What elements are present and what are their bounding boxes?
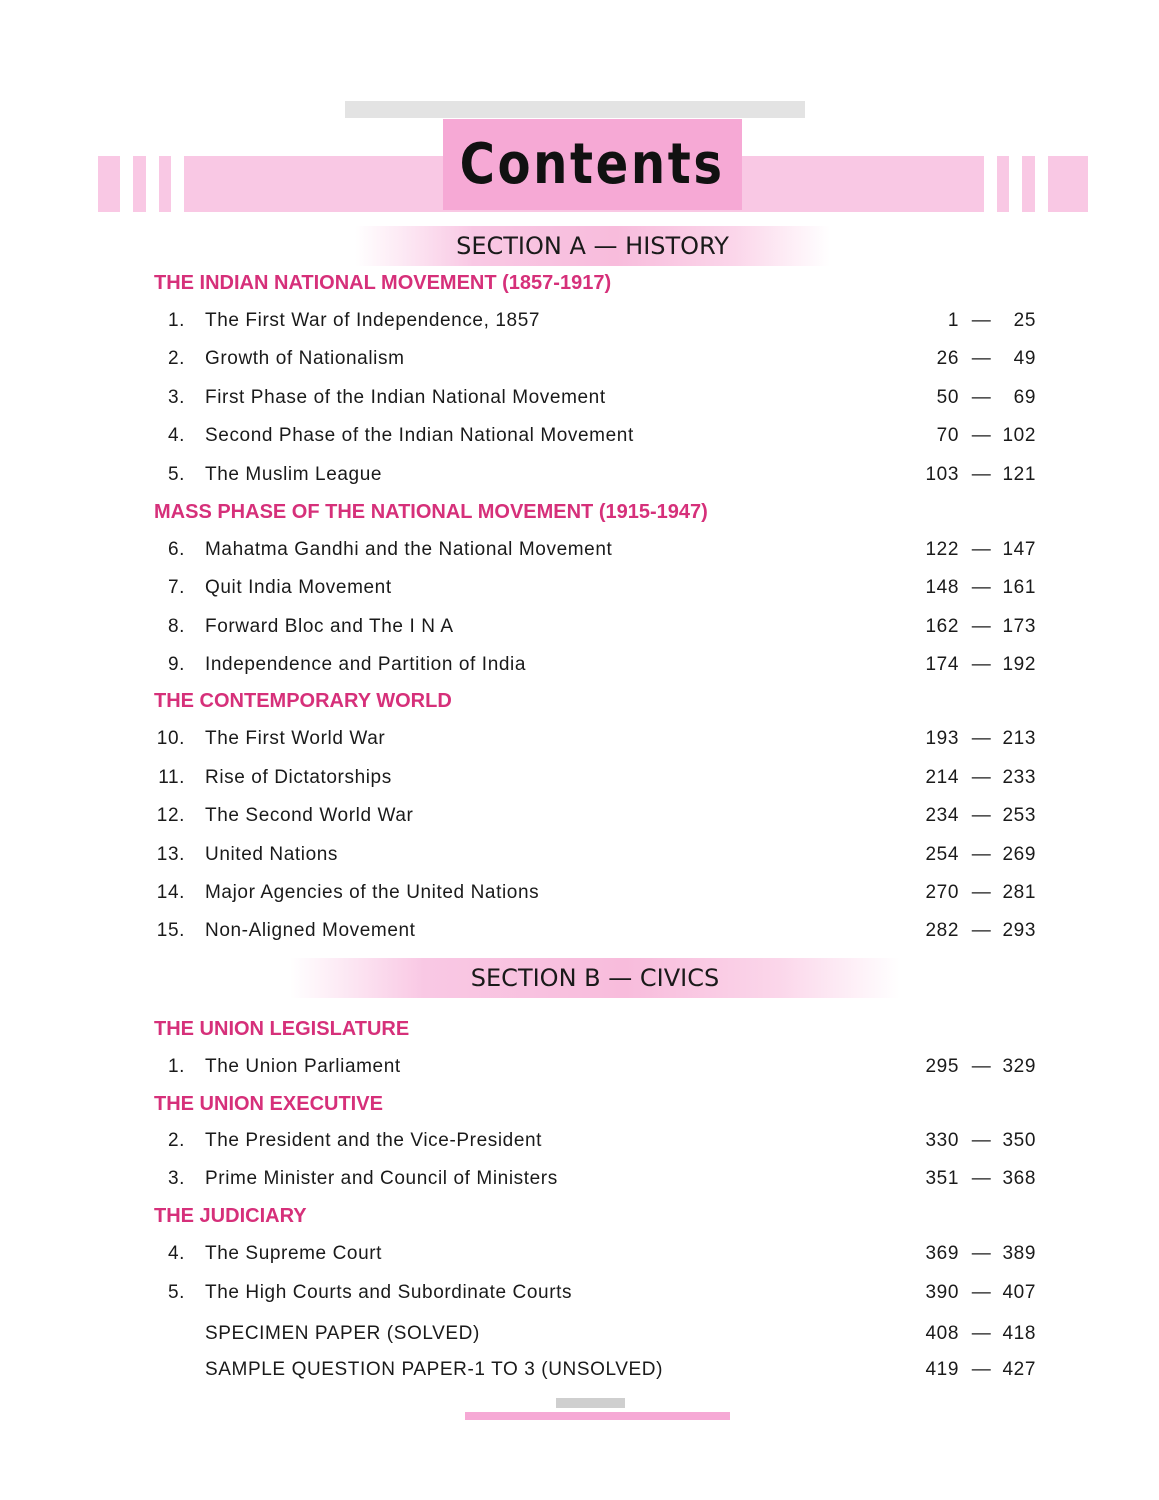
- chapter-title: The High Courts and Subordinate Courts: [205, 1282, 573, 1303]
- banner-stripe: [171, 156, 184, 212]
- page-to: 49: [1013, 348, 1036, 369]
- chapter-title: Quit India Movement: [205, 577, 392, 598]
- chapter-number: 1.: [167, 310, 185, 331]
- chapter-number: 9.: [167, 654, 185, 675]
- chapter-title: Mahatma Gandhi and the National Movement: [205, 539, 613, 560]
- toc-row[interactable]: [0, 1056, 1159, 1080]
- chapter-title: Non-Aligned Movement: [205, 920, 416, 941]
- page-from: 122: [925, 539, 959, 560]
- page-from: 234: [925, 805, 959, 826]
- page-title-box: [443, 119, 742, 210]
- part-title: THE JUDICIARY: [154, 1205, 307, 1227]
- page-separator: —: [971, 1130, 992, 1151]
- page-separator: —: [971, 844, 992, 865]
- page-separator: —: [971, 310, 992, 331]
- chapter-number: 6.: [167, 539, 185, 560]
- banner-stripe: [146, 156, 159, 212]
- chapter-number: 1.: [167, 1056, 185, 1077]
- page-to: 253: [1002, 805, 1036, 826]
- chapter-number: 8.: [167, 616, 185, 637]
- page-separator: —: [971, 1168, 992, 1189]
- chapter-number: 3.: [167, 387, 185, 408]
- banner-stripe: [120, 156, 133, 212]
- page-to: 147: [1002, 539, 1036, 560]
- page-separator: —: [971, 464, 992, 485]
- toc-row[interactable]: [0, 425, 1159, 449]
- chapter-number: 10.: [156, 728, 185, 749]
- chapter-title: Second Phase of the Indian National Movement: [205, 425, 634, 446]
- chapter-title: The Union Parliament: [205, 1056, 401, 1077]
- page-to: 161: [1002, 577, 1036, 598]
- page-to: 102: [1002, 425, 1036, 446]
- page-from: 390: [925, 1282, 959, 1303]
- toc-row[interactable]: [0, 920, 1159, 944]
- chapter-title: Prime Minister and Council of Ministers: [205, 1168, 558, 1189]
- chapter-title: Rise of Dictatorships: [205, 767, 392, 788]
- page-from: 295: [925, 1056, 959, 1077]
- page-from: 282: [925, 920, 959, 941]
- page-from: 330: [925, 1130, 959, 1151]
- chapter-number: 11.: [158, 767, 185, 788]
- page-from: 408: [925, 1323, 959, 1344]
- toc-row[interactable]: [0, 654, 1159, 678]
- toc-row[interactable]: [0, 1130, 1159, 1154]
- toc-row[interactable]: [0, 728, 1159, 752]
- page-from: 214: [925, 767, 959, 788]
- chapter-number: 14.: [156, 882, 185, 903]
- page-from: 369: [925, 1243, 959, 1264]
- toc-row[interactable]: [0, 310, 1159, 334]
- toc-row[interactable]: [0, 387, 1159, 411]
- page-from: 193: [925, 728, 959, 749]
- chapter-title: The First World War: [205, 728, 386, 749]
- page-separator: —: [971, 920, 992, 941]
- chapter-number: 4.: [167, 1243, 185, 1264]
- page-to: 407: [1002, 1282, 1036, 1303]
- page-separator: —: [971, 387, 992, 408]
- part-title: THE UNION LEGISLATURE: [154, 1018, 410, 1040]
- chapter-number: 3.: [167, 1168, 185, 1189]
- page-separator: —: [971, 616, 992, 637]
- page-title: Contents: [459, 132, 726, 197]
- chapter-number: 2.: [167, 348, 185, 369]
- part-title: MASS PHASE OF THE NATIONAL MOVEMENT (1915-1947): [154, 501, 708, 523]
- page-to: 173: [1002, 616, 1036, 637]
- chapter-title: United Nations: [205, 844, 339, 865]
- page-separator: —: [971, 539, 992, 560]
- chapter-title: The Muslim League: [205, 464, 383, 485]
- page-to: 281: [1002, 882, 1036, 903]
- toc-row[interactable]: [0, 767, 1159, 791]
- chapter-title: The Supreme Court: [205, 1243, 383, 1264]
- page-separator: —: [971, 1243, 992, 1264]
- page-to: 389: [1002, 1243, 1036, 1264]
- chapter-number: 2.: [167, 1130, 185, 1151]
- extra-title: SAMPLE QUESTION PAPER-1 TO 3 (UNSOLVED): [205, 1359, 664, 1380]
- page-to: 368: [1002, 1168, 1036, 1189]
- chapter-number: 7.: [167, 577, 185, 598]
- section-a-heading: SECTION A — HISTORY: [355, 226, 830, 266]
- part-title: THE UNION EXECUTIVE: [154, 1093, 383, 1115]
- banner-stripe: [1009, 156, 1022, 212]
- toc-row[interactable]: [0, 882, 1159, 906]
- banner-stripe: [984, 156, 997, 212]
- extra-title: SPECIMEN PAPER (SOLVED): [205, 1323, 480, 1344]
- toc-row[interactable]: [0, 539, 1159, 563]
- page-from: 148: [925, 577, 959, 598]
- page-to: 269: [1002, 844, 1036, 865]
- banner-stripe: [1035, 156, 1048, 212]
- toc-row[interactable]: [0, 464, 1159, 488]
- page-separator: —: [971, 577, 992, 598]
- chapter-title: Independence and Partition of India: [205, 654, 527, 675]
- page-to: 427: [1002, 1359, 1036, 1380]
- bottom-pink-bar: [465, 1412, 730, 1420]
- chapter-title: The First War of Independence, 1857: [205, 310, 541, 331]
- toc-row-extra[interactable]: [0, 1323, 1159, 1347]
- part-title: THE CONTEMPORARY WORLD: [154, 690, 452, 712]
- chapter-number: 12.: [156, 805, 185, 826]
- page-to: 329: [1002, 1056, 1036, 1077]
- chapter-title: First Phase of the Indian National Movement: [205, 387, 606, 408]
- chapter-title: The President and the Vice-President: [205, 1130, 543, 1151]
- page-to: 192: [1002, 654, 1036, 675]
- page-separator: —: [971, 348, 992, 369]
- page-separator: —: [971, 882, 992, 903]
- toc-row[interactable]: [0, 844, 1159, 868]
- page-separator: —: [971, 1282, 992, 1303]
- page-to: 350: [1002, 1130, 1036, 1151]
- toc-row[interactable]: [0, 1282, 1159, 1306]
- page-to: 121: [1002, 464, 1036, 485]
- section-b-heading: SECTION B — CIVICS: [290, 958, 900, 998]
- toc-row[interactable]: [0, 1243, 1159, 1267]
- page-separator: —: [971, 767, 992, 788]
- page-separator: —: [971, 425, 992, 446]
- page-to: 233: [1002, 767, 1036, 788]
- chapter-title: Forward Bloc and The I N A: [205, 616, 454, 637]
- page-from: 254: [925, 844, 959, 865]
- chapter-number: 13.: [156, 844, 185, 865]
- toc-row[interactable]: [0, 577, 1159, 601]
- page-separator: —: [971, 654, 992, 675]
- page-from: 1: [947, 310, 959, 331]
- page-separator: —: [971, 728, 992, 749]
- page-to: 25: [1013, 310, 1036, 331]
- chapter-title: The Second World War: [205, 805, 414, 826]
- chapter-title: Major Agencies of the United Nations: [205, 882, 540, 903]
- bottom-grey-bar: [556, 1398, 625, 1408]
- page-from: 26: [936, 348, 959, 369]
- chapter-number: 5.: [167, 1282, 185, 1303]
- page-from: 162: [925, 616, 959, 637]
- top-grey-bar: [345, 101, 805, 118]
- page-from: 270: [925, 882, 959, 903]
- page-from: 174: [925, 654, 959, 675]
- page-separator: —: [971, 1359, 992, 1380]
- chapter-number: 4.: [167, 425, 185, 446]
- page-to: 213: [1002, 728, 1036, 749]
- chapter-title: Growth of Nationalism: [205, 348, 405, 369]
- page-from: 50: [936, 387, 959, 408]
- part-title: THE INDIAN NATIONAL MOVEMENT (1857-1917): [154, 272, 612, 294]
- page-from: 351: [925, 1168, 959, 1189]
- chapter-number: 15.: [156, 920, 185, 941]
- page-separator: —: [971, 1323, 992, 1344]
- page-to: 69: [1013, 387, 1036, 408]
- toc-row[interactable]: [0, 348, 1159, 372]
- toc-row[interactable]: [0, 1168, 1159, 1192]
- page-from: 70: [936, 425, 959, 446]
- toc-row[interactable]: [0, 616, 1159, 640]
- page-from: 103: [925, 464, 959, 485]
- toc-row[interactable]: [0, 805, 1159, 829]
- page-separator: —: [971, 1056, 992, 1077]
- chapter-number: 5.: [167, 464, 185, 485]
- page-from: 419: [925, 1359, 959, 1380]
- page-separator: —: [971, 805, 992, 826]
- toc-row-extra[interactable]: [0, 1359, 1159, 1383]
- page-to: 418: [1002, 1323, 1036, 1344]
- page-to: 293: [1002, 920, 1036, 941]
